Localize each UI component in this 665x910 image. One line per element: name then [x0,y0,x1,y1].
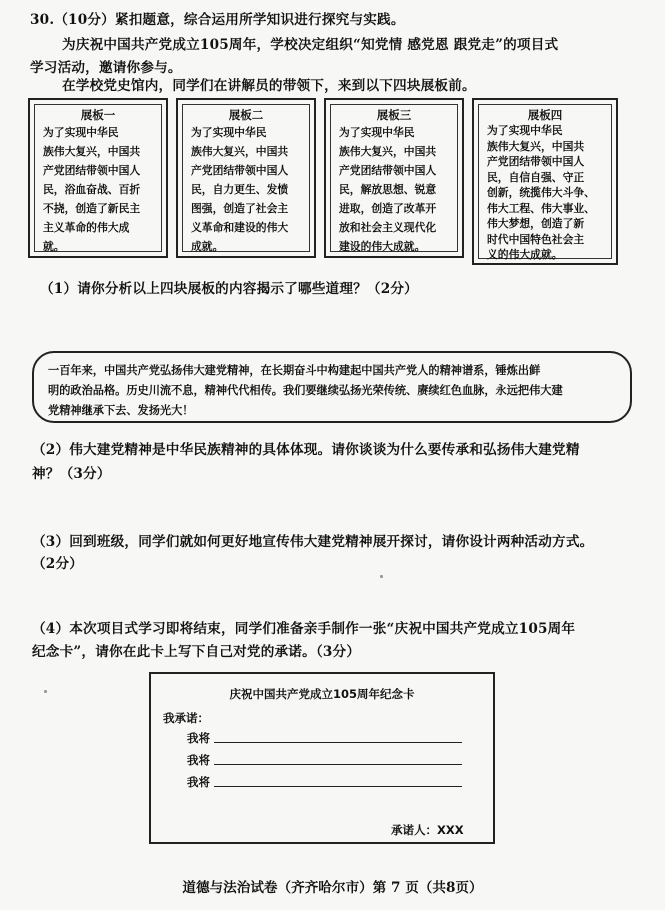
card-promise-prefix-1: 我将 [187,731,210,745]
scan-speck [380,575,383,578]
exhibit-panel-1 [28,98,168,258]
sub-question-4-line-1: （4）本次项目式学习即将结束，同学们准备亲手制作一张“庆祝中国共产党成立105周年 [32,621,576,637]
commemorative-card [149,672,495,844]
exhibit-panel-title: 展板四 [527,108,563,122]
exhibit-panel-text: 为了实现中华民 族伟大复兴，中国共 产党团结带领中国人 民，解放思想、锐意 进取，创造了改革开 放和社会主义现代化 建设的伟大成就。 [339,126,437,253]
card-signer: 承诺人：XXX [391,823,464,837]
card-promise-prefix-2: 我将 [187,753,210,767]
quote-line-1: 一百年来，中国共产党弘扬伟大建党精神，在长期奋斗中构建起中国共产党人的精神谱系，锤炼出鲜 [48,364,541,377]
card-promise-prefix-3: 我将 [187,775,210,789]
sub-question-3-line-1: （3）回到班级，同学们就如何更好地宣传伟大建党精神展开探讨，请你设计两种活动方式。 [32,534,594,550]
card-promise-label: 我承诺： [163,711,209,725]
exhibit-panel-4 [472,98,618,265]
sub-question-2-line-1: （2）伟大建党精神是中华民族精神的具体体现。请你谈谈为什么要传承和弘扬伟大建党精 [32,442,580,458]
exhibit-panel-text: 为了实现中华民 族伟大复兴，中国共 产党团结带领中国人 民，自信自强、守正 创新，统揽伟大斗争、 伟大工程、伟大事业、 伟大梦想，创造了新 时代中国特色社会主 义的伟大成就。 [487,124,595,261]
sub-question-1: （1）请你分析以上四块展板的内容揭示了哪些道理？（2分） [40,281,418,297]
exhibit-panel-2 [176,98,316,258]
question-header: 30.（10分）紧扣题意，综合运用所学知识进行探究与实践。 [30,12,405,28]
scan-speck [44,690,47,693]
sub-question-2-line-2: 神？（3分） [32,466,111,482]
sub-question-4-line-2: 纪念卡”，请你在此卡上写下自己对党的承诺。（3分） [32,644,361,660]
exhibit-panel-text: 为了实现中华民 族伟大复兴，中国共 产党团结带领中国人 民，浴血奋战、百折 不挠，创造了新民主 主义革命的伟大成 就。 [43,126,141,253]
quote-box [32,351,632,423]
quote-line-2: 明的政治品格。历史川流不息，精神代代相传。我们要继续弘扬光荣传统、赓续红色血脉，永远把伟大建 [48,384,563,397]
card-answer-line-3[interactable] [214,786,462,787]
card-answer-line-2[interactable] [214,764,462,765]
exhibit-panel-title: 展板一 [80,108,116,122]
intro-line-1: 为庆祝中国共产党成立105周年，学校决定组织“知党情 感党恩 跟党走”的项目式 [62,37,559,53]
exhibit-panel-title: 展板三 [376,108,412,122]
card-title: 庆祝中国共产党成立105周年纪念卡 [229,687,415,701]
exhibit-panel-title: 展板二 [228,108,264,122]
page-footer: 道德与法治试卷（齐齐哈尔市）第 7 页（共8页） [182,880,483,896]
card-answer-line-1[interactable] [214,742,462,743]
intro-line-2: 学习活动，邀请你参与。 [30,60,182,76]
intro-line-3: 在学校党史馆内，同学们在讲解员的带领下，来到以下四块展板前。 [62,78,476,94]
exhibit-panel-3 [324,98,464,258]
sub-question-3-line-2: （2分） [32,556,84,572]
quote-line-3: 党精神继承下去、发扬光大！ [48,404,194,417]
exhibit-panel-text: 为了实现中华民 族伟大复兴，中国共 产党团结带领中国人 民，自力更生、发愤 图强，创造了社会主 义革命和建设的伟大 成就。 [191,126,289,253]
